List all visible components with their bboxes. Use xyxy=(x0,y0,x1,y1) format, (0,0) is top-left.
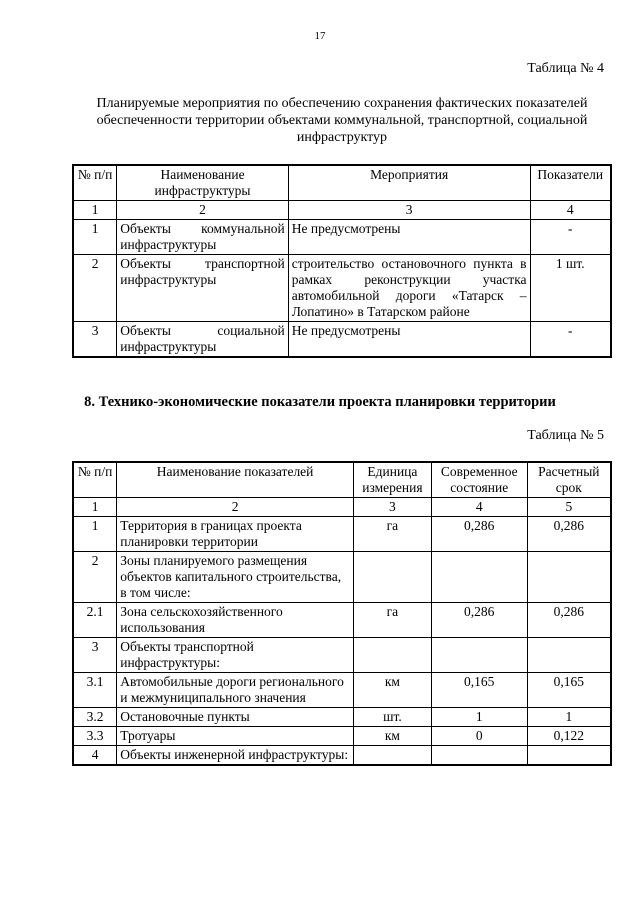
target-term: 0,165 xyxy=(527,673,611,708)
indicator: 1 шт. xyxy=(530,255,611,322)
row-number: 2.1 xyxy=(73,603,117,638)
current-state xyxy=(431,746,527,766)
table4-header-cell: Мероприятия xyxy=(288,165,530,201)
target-term xyxy=(527,638,611,673)
table-row xyxy=(73,220,611,255)
infrastructure-name: Объекты коммунальной инфраструктуры xyxy=(117,220,288,255)
current-state xyxy=(431,638,527,673)
row-number: 3.3 xyxy=(73,727,117,746)
table-row xyxy=(73,552,611,603)
table4-numbering-row xyxy=(73,201,611,220)
current-state: 0,286 xyxy=(431,517,527,552)
table5-label: Таблица № 5 xyxy=(527,428,604,443)
indicator-name: Зона сельскохозяйственного использования xyxy=(117,603,354,638)
row-number: 3 xyxy=(73,638,117,673)
indicator: - xyxy=(530,220,611,255)
table5-header-cell: Современное состояние xyxy=(431,462,527,498)
table5-numbering-cell: 3 xyxy=(353,498,431,517)
row-number: 1 xyxy=(73,517,117,552)
row-number: 2 xyxy=(73,552,117,603)
table-row xyxy=(73,517,611,552)
unit: км xyxy=(353,673,431,708)
indicator-name: Тротуары xyxy=(117,727,354,746)
table-row xyxy=(73,638,611,673)
table5-numbering-cell: 1 xyxy=(73,498,117,517)
table5-numbering-cell: 4 xyxy=(431,498,527,517)
table5-header-cell: Расчетный срок xyxy=(527,462,611,498)
current-state: 0,165 xyxy=(431,673,527,708)
infrastructure-name: Объекты социальной инфраструктуры xyxy=(117,322,288,358)
target-term: 1 xyxy=(527,708,611,727)
unit: км xyxy=(353,727,431,746)
target-term: 0,286 xyxy=(527,517,611,552)
target-term: 0,286 xyxy=(527,603,611,638)
indicator: - xyxy=(530,322,611,358)
table-row xyxy=(73,727,611,746)
row-number: 4 xyxy=(73,746,117,766)
target-term xyxy=(527,552,611,603)
unit xyxy=(353,746,431,766)
row-number: 3 xyxy=(73,322,117,358)
unit: га xyxy=(353,517,431,552)
indicator-name: Территория в границах проекта планировки территории xyxy=(117,517,354,552)
table5-numbering-cell: 2 xyxy=(117,498,354,517)
table5-header-cell: Единица измерения xyxy=(353,462,431,498)
row-number: 1 xyxy=(73,220,117,255)
row-number: 3.2 xyxy=(73,708,117,727)
indicator-name: Объекты инженерной инфраструктуры: xyxy=(117,746,354,766)
table4-header-row xyxy=(73,165,611,201)
unit: га xyxy=(353,603,431,638)
current-state: 1 xyxy=(431,708,527,727)
table4-header-cell: № п/п xyxy=(73,165,117,201)
section-heading: 8. Технико-экономические показатели проекта планировки территории xyxy=(84,394,556,410)
table-row xyxy=(73,673,611,708)
table-row xyxy=(73,322,611,358)
measures: строительство остановочного пункта в рамках реконструкции участка автомобильной дороги «Татарск – Лопатино» в Татарском районе xyxy=(288,255,530,322)
page-number: 17 xyxy=(314,30,326,42)
table4 xyxy=(72,164,612,358)
measures: Не предусмотрены xyxy=(288,220,530,255)
table4-numbering-cell: 1 xyxy=(73,201,117,220)
table4-header-cell: Наименование инфраструктуры xyxy=(117,165,288,201)
table5-numbering-row xyxy=(73,498,611,517)
table4-title: Планируемые мероприятия по обеспечению сохранения фактических показателей обеспеченности территории объектами коммунальной, транспортной, социальной инфраструктур xyxy=(96,96,588,145)
table4-header-cell: Показатели xyxy=(530,165,611,201)
current-state xyxy=(431,552,527,603)
table5-header-cell: № п/п xyxy=(73,462,117,498)
row-number: 2 xyxy=(73,255,117,322)
table4-label: Таблица № 4 xyxy=(527,61,604,76)
table5 xyxy=(72,461,612,766)
unit xyxy=(353,552,431,603)
table5-numbering-cell: 5 xyxy=(527,498,611,517)
target-term: 0,122 xyxy=(527,727,611,746)
current-state: 0,286 xyxy=(431,603,527,638)
infrastructure-name: Объекты транспортной инфраструктуры xyxy=(117,255,288,322)
table5-header-cell: Наименование показателей xyxy=(117,462,354,498)
unit xyxy=(353,638,431,673)
table5-header-row xyxy=(73,462,611,498)
table4-numbering-cell: 2 xyxy=(117,201,288,220)
row-number: 3.1 xyxy=(73,673,117,708)
unit: шт. xyxy=(353,708,431,727)
indicator-name: Объекты транспортной инфраструктуры: xyxy=(117,638,354,673)
table-row xyxy=(73,255,611,322)
indicator-name: Остановочные пункты xyxy=(117,708,354,727)
indicator-name: Автомобильные дороги регионального и межмуниципального значения xyxy=(117,673,354,708)
measures: Не предусмотрены xyxy=(288,322,530,358)
indicator-name: Зоны планируемого размещения объектов капитального строительства, в том числе: xyxy=(117,552,354,603)
target-term xyxy=(527,746,611,766)
table-row xyxy=(73,708,611,727)
table4-numbering-cell: 4 xyxy=(530,201,611,220)
current-state: 0 xyxy=(431,727,527,746)
table-row xyxy=(73,603,611,638)
table-row xyxy=(73,746,611,766)
table4-numbering-cell: 3 xyxy=(288,201,530,220)
